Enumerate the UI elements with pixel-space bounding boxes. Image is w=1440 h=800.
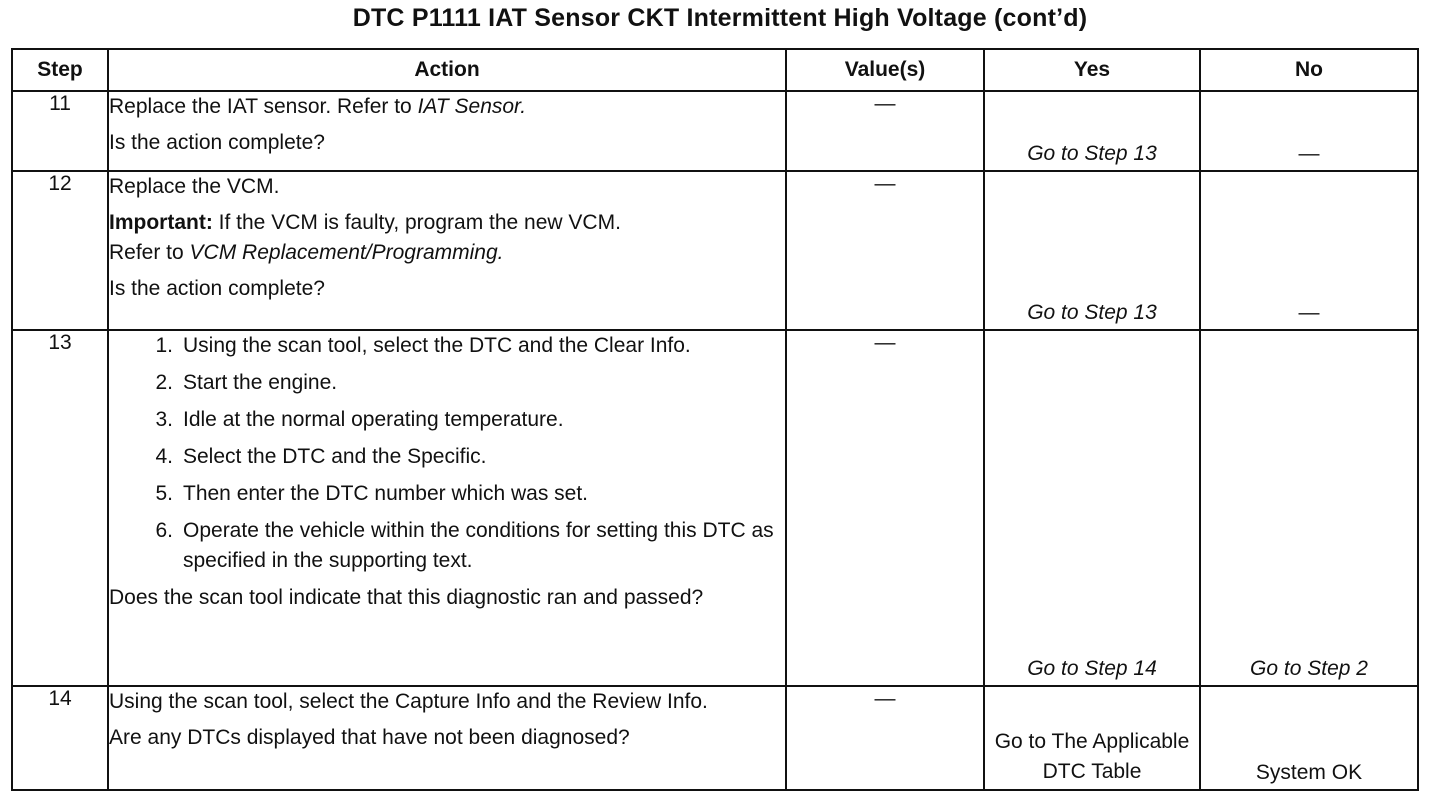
procedure-list	[109, 331, 785, 576]
action-instruction: Using the scan tool, select the Capture Info and the Review Info.	[109, 690, 708, 713]
action-question: Does the scan tool indicate that this diagnostic ran and passed?	[109, 586, 704, 609]
no-cell	[1200, 686, 1418, 790]
step-number: 13	[12, 330, 108, 686]
diagnostic-table	[11, 48, 1419, 791]
no-cell	[1200, 171, 1418, 330]
reference-link: VCM Replacement/Programming.	[189, 241, 504, 264]
procedure-step-text: Idle at the normal operating temperature.	[183, 408, 564, 431]
action-instruction	[109, 92, 785, 122]
step-number: 14	[12, 686, 108, 790]
value-cell: —	[786, 686, 984, 790]
value-cell: —	[786, 330, 984, 686]
action-cell	[108, 171, 786, 330]
procedure-step	[131, 516, 785, 576]
page-title: DTC P1111 IAT Sensor CKT Intermittent High Voltage (cont’d)	[352, 4, 1088, 32]
action-cell	[108, 91, 786, 171]
no-cell	[1200, 330, 1418, 686]
header-action: Action	[108, 49, 786, 91]
action-cell	[108, 330, 786, 686]
header-row	[12, 49, 1418, 91]
table-row-step-12	[12, 171, 1418, 330]
action-question: Is the action complete?	[109, 277, 325, 300]
procedure-step-text: Operate the vehicle within the conditions for setting this DTC as specified in the supporting text.	[183, 519, 774, 572]
action-instruction: Replace the VCM.	[109, 175, 280, 198]
refer-text: Refer to	[109, 241, 190, 264]
no-cell	[1200, 91, 1418, 171]
yes-result: Go to Step 13	[1027, 301, 1157, 324]
action-question: Are any DTCs displayed that have not been diagnosed?	[109, 726, 630, 749]
yes-cell	[984, 330, 1200, 686]
yes-cell	[984, 686, 1200, 790]
action-text: Replace the IAT sensor. Refer to	[109, 95, 418, 118]
procedure-step	[131, 479, 785, 509]
yes-result: Go to Step 14	[1027, 657, 1157, 680]
value-cell: —	[786, 171, 984, 330]
procedure-step-number: 1.	[155, 334, 173, 357]
no-result: System OK	[1255, 761, 1363, 784]
reference-link: IAT Sensor.	[417, 95, 527, 118]
procedure-step	[131, 368, 785, 398]
no-result: —	[1298, 301, 1320, 324]
important-note	[109, 208, 785, 268]
table-row-step-13	[12, 330, 1418, 686]
action-question: Is the action complete?	[109, 131, 325, 154]
procedure-step-text: Start the engine.	[183, 371, 338, 394]
value-cell: —	[786, 91, 984, 171]
header-values: Value(s)	[786, 49, 984, 91]
no-result: —	[1298, 142, 1320, 165]
procedure-step	[131, 405, 785, 435]
yes-result: Go to Step 13	[1027, 142, 1157, 165]
action-cell	[108, 686, 786, 790]
procedure-step-text: Using the scan tool, select the DTC and the Clear Info.	[183, 334, 691, 357]
procedure-step	[131, 331, 785, 361]
procedure-step-number: 2.	[155, 371, 173, 394]
procedure-step-text: Then enter the DTC number which was set.	[183, 482, 589, 505]
yes-cell	[984, 171, 1200, 330]
header-yes: Yes	[984, 49, 1200, 91]
header-no: No	[1200, 49, 1418, 91]
yes-cell	[984, 91, 1200, 171]
procedure-step	[131, 442, 785, 472]
yes-result: Go to The Applicable DTC Table	[994, 730, 1190, 783]
header-step: Step	[12, 49, 108, 91]
procedure-step-text: Select the DTC and the Specific.	[183, 445, 487, 468]
table-row-step-11	[12, 91, 1418, 171]
important-label: Important:	[109, 211, 213, 234]
step-number: 11	[12, 91, 108, 171]
procedure-step-number: 5.	[155, 482, 173, 505]
procedure-step-number: 3.	[155, 408, 173, 431]
procedure-step-number: 6.	[155, 519, 173, 542]
table-row-step-14	[12, 686, 1418, 790]
no-result: Go to Step 2	[1250, 657, 1368, 680]
step-number: 12	[12, 171, 108, 330]
procedure-step-number: 4.	[155, 445, 173, 468]
important-text: If the VCM is faulty, program the new VCM.	[212, 211, 621, 234]
